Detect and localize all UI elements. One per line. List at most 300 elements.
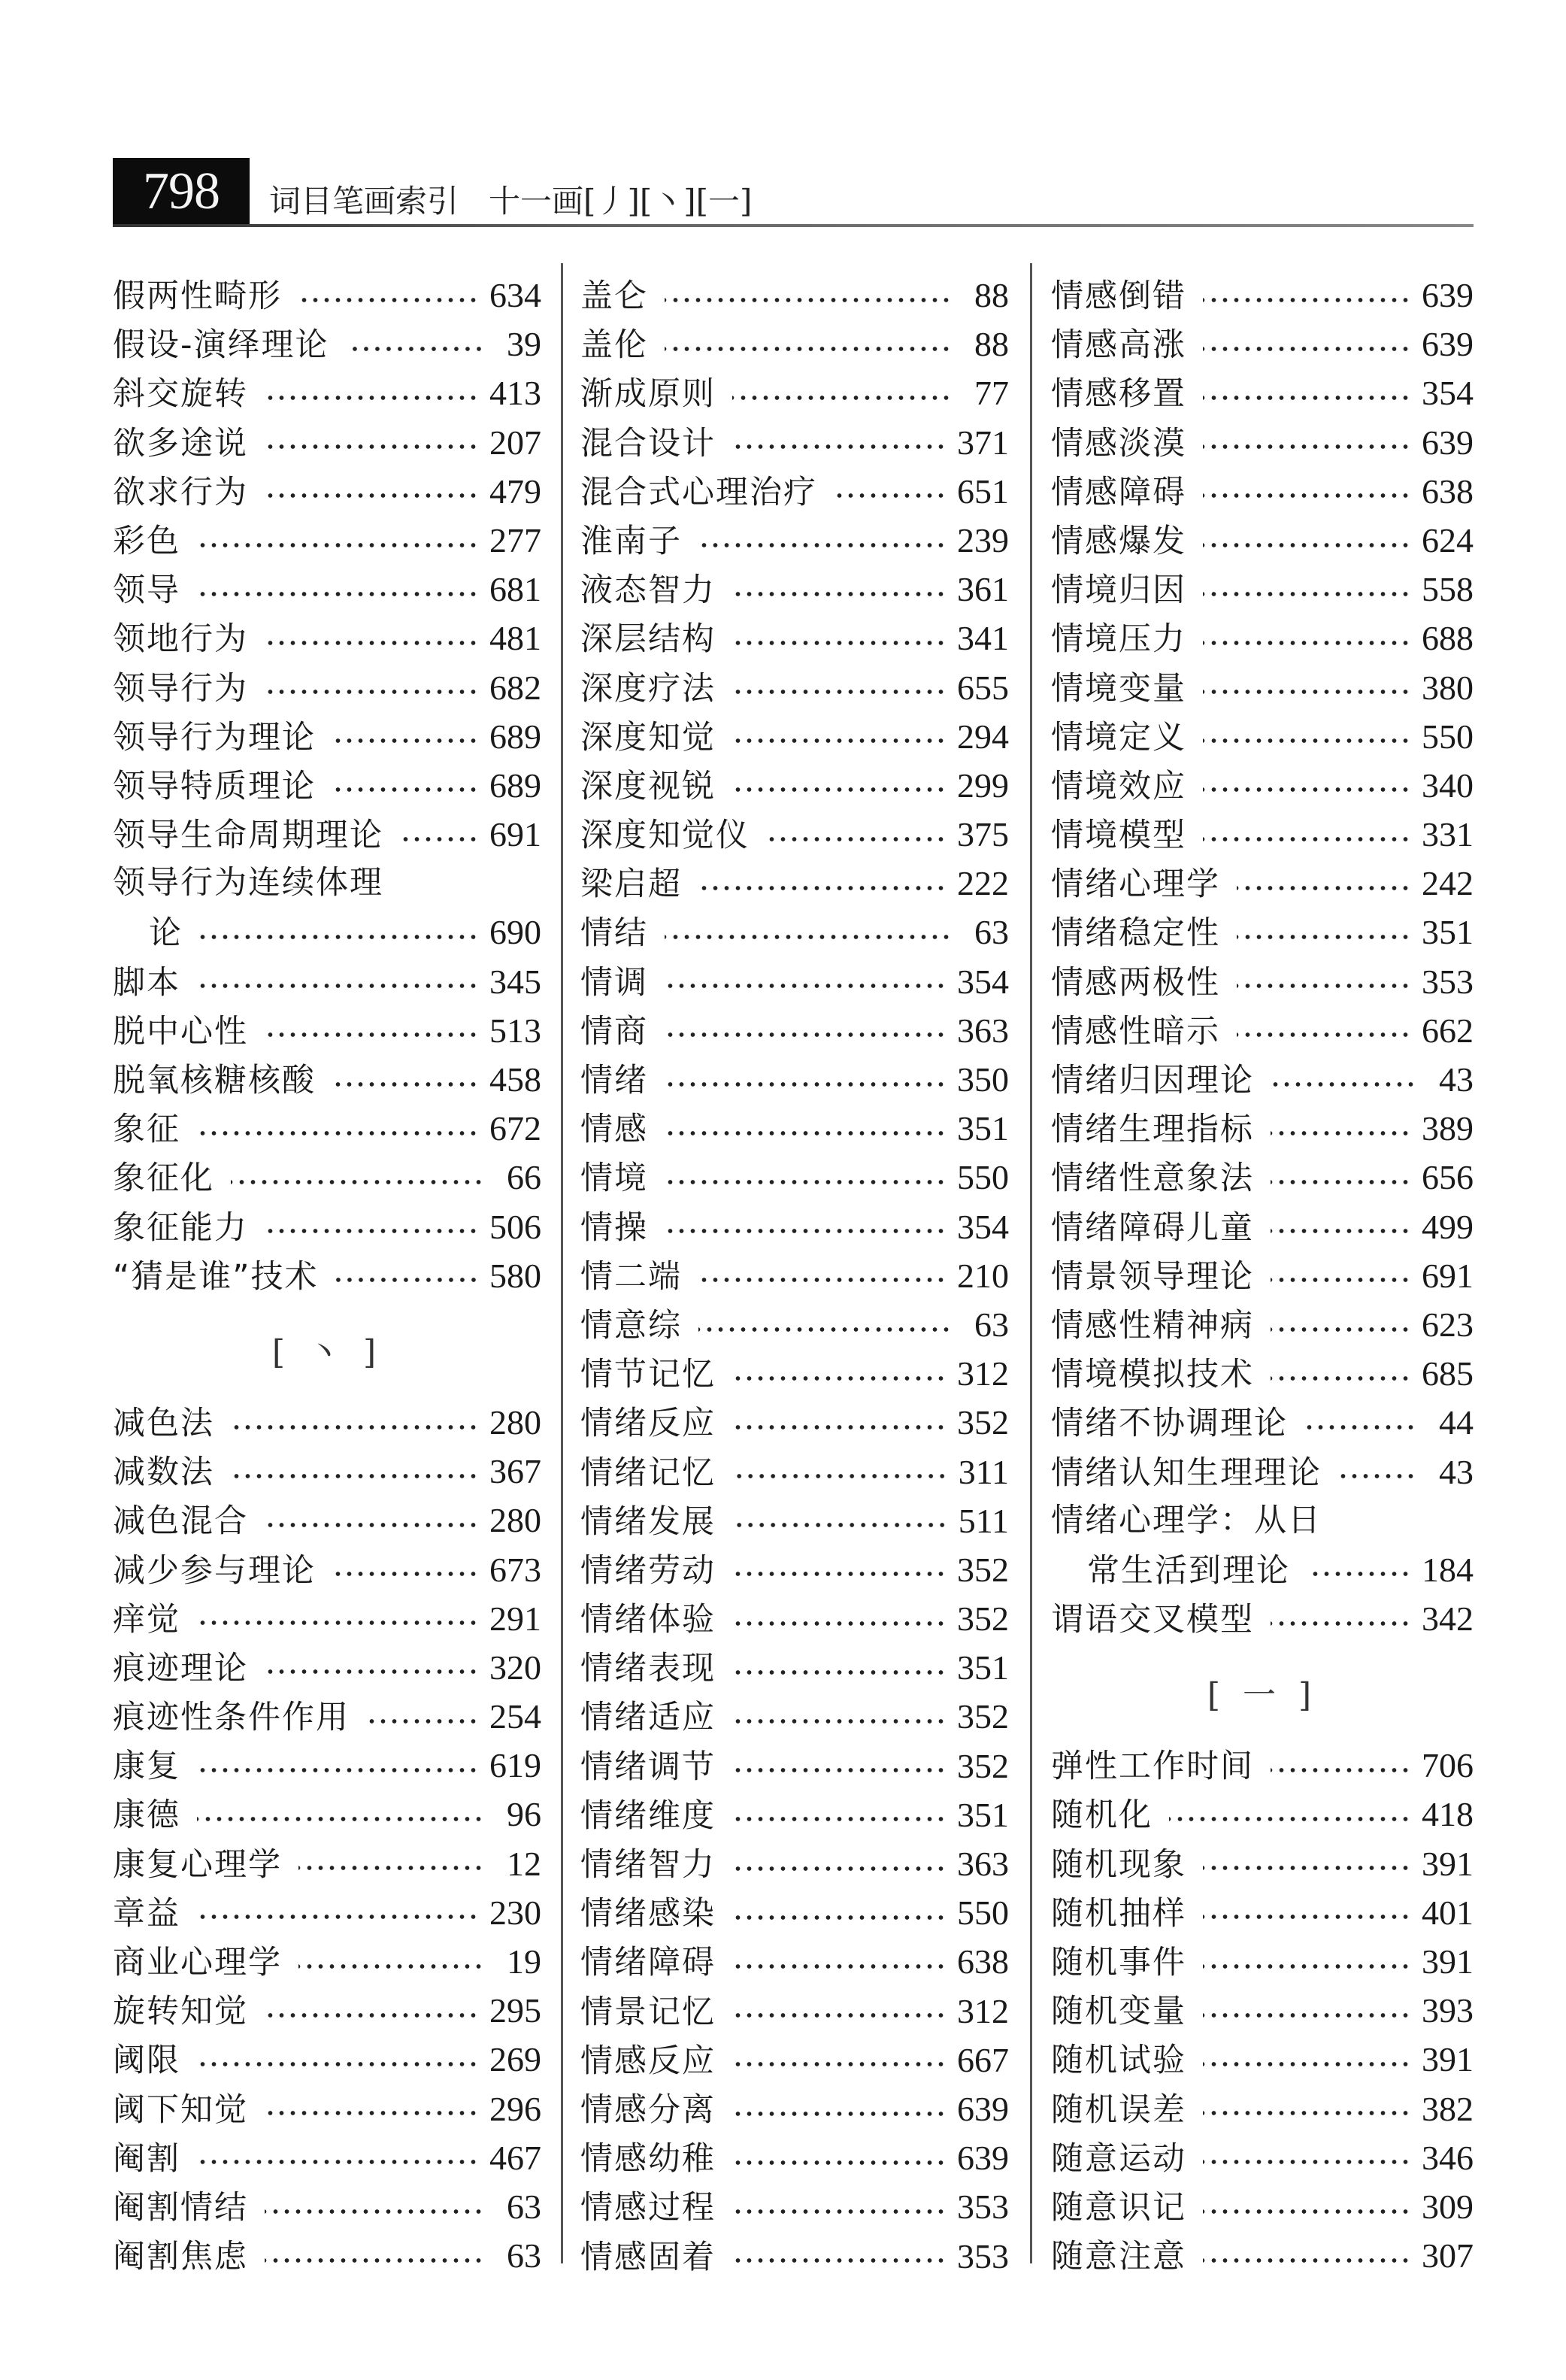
index-entry[interactable]: [1051, 1741, 1474, 1790]
entry-term: 情境变量: [1051, 669, 1186, 708]
index-entry[interactable]: [580, 1594, 1009, 1643]
index-entry[interactable]: [113, 2133, 541, 2182]
index-entry[interactable]: [1051, 271, 1474, 320]
entry-term: 情绪调节: [580, 1748, 716, 1786]
entry-term: 随机抽样: [1051, 1894, 1186, 1933]
index-entry[interactable]: [1051, 1300, 1474, 1349]
entry-page-number: 639: [1422, 325, 1474, 364]
index-entry[interactable]: [1051, 1349, 1474, 1398]
index-entry[interactable]: [113, 1398, 541, 1447]
index-entry[interactable]: [580, 2084, 1009, 2133]
index-entry[interactable]: [580, 565, 1009, 614]
dot-leader: [665, 1178, 947, 1186]
index-entry[interactable]: [1051, 761, 1474, 810]
dot-leader: [1203, 688, 1411, 696]
index-entry[interactable]: [580, 1692, 1009, 1741]
index-entry[interactable]: [580, 467, 1009, 516]
entry-page-number: 401: [1422, 1893, 1474, 1932]
index-entry[interactable]: [1051, 1398, 1474, 1447]
index-entry[interactable]: [580, 957, 1009, 1006]
entry-term: 旋转知觉: [113, 1993, 248, 2031]
entry-page-number: 638: [1422, 471, 1474, 511]
index-entry[interactable]: [1051, 1986, 1474, 2035]
dot-leader: [1203, 2158, 1411, 2166]
index-entry[interactable]: [1051, 614, 1474, 662]
entry-term: 彩色: [113, 522, 180, 560]
dot-leader: [298, 1963, 484, 1970]
index-entry[interactable]: [113, 1594, 541, 1643]
entry-term: 情感移置: [1051, 375, 1186, 414]
dot-leader: [1271, 1178, 1411, 1186]
index-entry[interactable]: [1051, 2084, 1474, 2133]
entry-term: 情感过程: [580, 2189, 716, 2227]
dot-leader: [197, 2158, 479, 2166]
index-entry[interactable]: [580, 1496, 1009, 1545]
index-entry[interactable]: [113, 1888, 541, 1937]
index-entry[interactable]: [113, 810, 541, 859]
entry-page-number: 352: [957, 1697, 1009, 1736]
index-entry[interactable]: [1051, 1496, 1474, 1545]
index-entry[interactable]: [1051, 810, 1474, 859]
entry-page-number: 662: [1422, 1011, 1474, 1050]
entry-term: 情二端: [580, 1257, 682, 1296]
dot-leader: [197, 982, 479, 990]
entry-term: 情感高涨: [1051, 326, 1186, 365]
dot-leader: [665, 933, 952, 941]
index-entry[interactable]: [580, 1251, 1009, 1300]
index-entry[interactable]: [1051, 1888, 1474, 1937]
entry-page-number: 391: [1422, 1942, 1474, 1981]
entry-page-number: 294: [957, 717, 1009, 756]
index-entry[interactable]: [580, 1202, 1009, 1251]
index-entry[interactable]: [113, 1790, 541, 1839]
dot-leader: [1338, 1472, 1416, 1480]
index-entry[interactable]: [580, 712, 1009, 761]
entry-term: 随机事件: [1051, 1944, 1186, 1981]
index-entry[interactable]: [580, 1153, 1009, 1202]
entry-page-number: 184: [1422, 1550, 1474, 1589]
index-entry[interactable]: [1051, 1202, 1474, 1251]
entry-page-number: 672: [489, 1109, 541, 1148]
dot-leader: [332, 1570, 479, 1578]
entry-page-number: 239: [957, 520, 1009, 559]
entry-term: 情绪适应: [580, 1699, 716, 1737]
index-entry[interactable]: [1051, 2182, 1474, 2231]
index-entry[interactable]: [113, 957, 541, 1006]
index-entry[interactable]: [113, 908, 541, 957]
index-entry[interactable]: [113, 2035, 541, 2084]
entry-page-number: 254: [489, 1697, 541, 1736]
entry-page-number: 639: [1422, 423, 1474, 462]
entry-term: 情结: [580, 914, 648, 953]
index-entry[interactable]: [1051, 859, 1474, 908]
index-entry[interactable]: [580, 418, 1009, 467]
entry-page-number: 371: [957, 423, 1009, 462]
dot-leader: [265, 394, 479, 402]
index-entry[interactable]: [113, 1202, 541, 1251]
index-entry[interactable]: [580, 2036, 1009, 2084]
dot-leader: [732, 590, 947, 598]
entry-page-number: 341: [957, 619, 1009, 658]
index-entry[interactable]: [580, 1643, 1009, 1692]
dot-leader: [1271, 1375, 1411, 1382]
entry-term: 情绪智力: [580, 1846, 716, 1884]
entry-page-number: 354: [1422, 374, 1474, 413]
entry-term: 情绪障碍: [580, 1944, 716, 1982]
dot-leader: [265, 1031, 479, 1038]
index-entry[interactable]: [1051, 1104, 1474, 1153]
index-entry[interactable]: [580, 271, 1009, 320]
dot-leader: [1203, 492, 1411, 499]
entry-term: 随意识记: [1051, 2188, 1186, 2227]
index-entry[interactable]: [1051, 565, 1474, 614]
entry-page-number: 363: [957, 1845, 1009, 1883]
index-entry[interactable]: [1051, 1251, 1474, 1300]
dot-leader: [1203, 2060, 1411, 2068]
entry-term: 随意注意: [1051, 2238, 1186, 2276]
dot-leader: [197, 541, 479, 549]
entry-term: 梁启超: [580, 866, 682, 904]
index-entry[interactable]: [1051, 1839, 1474, 1888]
index-entry[interactable]: [580, 1349, 1009, 1398]
dot-leader: [732, 688, 947, 696]
entry-page-number: 39: [507, 325, 541, 364]
index-entry[interactable]: [580, 2133, 1009, 2182]
index-entry[interactable]: [113, 2182, 541, 2231]
entry-term: 情绪归因理论: [1051, 1062, 1254, 1099]
entry-page-number: 63: [507, 2236, 541, 2275]
dot-leader: [366, 1718, 479, 1725]
entry-page-number: 389: [1422, 1109, 1474, 1148]
index-entry[interactable]: [113, 2084, 541, 2133]
entry-term: 痒觉: [113, 1600, 180, 1639]
entry-page-number: 299: [957, 766, 1009, 805]
entry-term: 康复心理学: [113, 1845, 282, 1884]
index-entry[interactable]: [113, 1741, 541, 1790]
index-entry[interactable]: [113, 712, 541, 761]
entry-term: 常生活到理论: [1087, 1551, 1290, 1590]
entry-page-number: 479: [489, 471, 541, 511]
entry-page-number: 354: [957, 962, 1009, 1001]
index-entry[interactable]: [1051, 516, 1474, 565]
entry-page-number: 558: [1422, 570, 1474, 609]
entry-page-number: 354: [957, 1207, 1009, 1246]
entry-term: 章益: [113, 1894, 180, 1933]
entry-term: 象征: [113, 1111, 180, 1149]
entry-term: 象征化: [113, 1160, 214, 1198]
index-entry[interactable]: [113, 1986, 541, 2035]
dot-leader: [1203, 541, 1411, 549]
index-entry[interactable]: [580, 516, 1009, 565]
index-entry[interactable]: [113, 1643, 541, 1692]
index-entry[interactable]: [1051, 1937, 1474, 1986]
dot-leader: [1237, 982, 1411, 990]
entry-page-number: 63: [507, 2187, 541, 2226]
entry-page-number: 340: [1422, 766, 1474, 805]
entry-page-number: 550: [957, 1893, 1009, 1933]
entry-page-number: 367: [489, 1452, 541, 1491]
entry-term: 情绪性意象法: [1051, 1160, 1254, 1198]
dot-leader: [265, 1668, 479, 1675]
dot-leader: [1271, 1276, 1411, 1284]
index-entry[interactable]: [1051, 2035, 1474, 2084]
index-entry[interactable]: [580, 859, 1009, 908]
dot-leader: [231, 1423, 479, 1431]
index-entry[interactable]: [1051, 1545, 1474, 1594]
index-entry[interactable]: [113, 1006, 541, 1055]
dot-leader: [732, 1669, 947, 1676]
index-entry[interactable]: [113, 2231, 541, 2280]
entry-term: 减色混合: [113, 1502, 248, 1541]
entry-term: 混合式心理治疗: [580, 473, 817, 511]
entry-term: 减色法: [113, 1404, 214, 1442]
entry-page-number: 380: [1422, 668, 1474, 707]
entry-page-number: 363: [957, 1011, 1009, 1050]
entry-page-number: 352: [957, 1403, 1009, 1442]
index-entry[interactable]: [580, 1545, 1009, 1594]
dot-leader: [732, 1472, 948, 1480]
index-entry[interactable]: [1051, 368, 1474, 417]
entry-page-number: 634: [489, 276, 541, 314]
stroke-section-heading: [ 丶 ]: [271, 1332, 383, 1372]
entry-term: 情调: [580, 963, 648, 1002]
index-entry[interactable]: [113, 418, 541, 467]
index-entry[interactable]: [580, 1398, 1009, 1447]
index-entry[interactable]: [1051, 957, 1474, 1006]
entry-term: 情境模拟技术: [1051, 1356, 1254, 1394]
index-entry[interactable]: [113, 565, 541, 614]
entry-term: 欲多途说: [113, 424, 248, 462]
entry-term: 随机化: [1051, 1796, 1153, 1835]
index-entry[interactable]: [113, 859, 541, 908]
dot-leader: [1203, 2257, 1411, 2264]
entry-term: 情绪认知生理理论: [1051, 1454, 1322, 1492]
entry-page-number: 331: [1422, 815, 1474, 854]
index-entry[interactable]: [580, 2182, 1009, 2231]
entry-page-number: 638: [957, 1942, 1009, 1981]
entry-page-number: 44: [1439, 1403, 1474, 1442]
entry-term: 情感性暗示: [1051, 1012, 1220, 1051]
index-entry[interactable]: [1051, 908, 1474, 957]
index-entry[interactable]: [113, 1937, 541, 1986]
index-entry[interactable]: [580, 1742, 1009, 1790]
dot-leader: [732, 1620, 947, 1627]
index-entry[interactable]: [1051, 2231, 1474, 2280]
dot-leader: [332, 786, 479, 793]
index-entry[interactable]: [113, 271, 541, 320]
index-entry[interactable]: [1051, 1055, 1474, 1104]
entry-page-number: 624: [1422, 520, 1474, 559]
index-entry[interactable]: [580, 614, 1009, 662]
entry-page-number: 242: [1422, 864, 1474, 903]
entry-page-number: 418: [1422, 1795, 1474, 1834]
index-entry[interactable]: [580, 810, 1009, 859]
dot-leader: [265, 443, 479, 450]
entry-term: 情感淡漠: [1051, 424, 1186, 462]
index-entry[interactable]: [580, 1104, 1009, 1153]
dot-leader: [732, 443, 947, 450]
index-entry[interactable]: [113, 368, 541, 417]
entry-term: 情境: [580, 1160, 648, 1198]
dot-leader: [732, 737, 947, 744]
dot-leader: [197, 1619, 479, 1627]
dot-leader: [732, 2159, 947, 2166]
index-entry[interactable]: [113, 516, 541, 565]
index-entry[interactable]: [580, 1937, 1009, 1986]
entry-term: 情绪心理学：从日: [1051, 1501, 1322, 1539]
dot-leader: [665, 1031, 947, 1038]
entry-page-number: 352: [957, 1599, 1009, 1639]
entry-term: 谓语交叉模型: [1051, 1601, 1254, 1639]
index-entry[interactable]: [1051, 1448, 1474, 1496]
entry-term: 脱中心性: [113, 1012, 248, 1051]
entry-term: 情绪生理指标: [1051, 1111, 1254, 1149]
index-entry[interactable]: [580, 2232, 1009, 2281]
entry-page-number: 499: [1422, 1207, 1474, 1246]
dot-leader: [732, 1521, 948, 1529]
index-entry[interactable]: [1051, 467, 1474, 516]
dot-leader: [665, 1129, 947, 1137]
index-entry[interactable]: [113, 1496, 541, 1545]
entry-page-number: 513: [489, 1011, 541, 1050]
entry-page-number: 682: [489, 668, 541, 707]
index-entry[interactable]: [580, 761, 1009, 810]
entry-page-number: 382: [1422, 2089, 1474, 2128]
entry-term: 情感倒错: [1051, 277, 1186, 315]
dot-leader: [1203, 2012, 1411, 2019]
index-entry[interactable]: [113, 663, 541, 712]
dot-leader: [197, 1129, 479, 1137]
entry-term: 领导行为: [113, 669, 248, 708]
index-entry[interactable]: [1051, 712, 1474, 761]
index-entry[interactable]: [580, 663, 1009, 712]
dot-leader: [1203, 1864, 1411, 1872]
index-entry[interactable]: [580, 1448, 1009, 1496]
entry-term: 情绪记忆: [580, 1454, 716, 1492]
index-column-2: [580, 271, 1009, 2276]
index-entry[interactable]: [113, 467, 541, 516]
index-entry[interactable]: [580, 368, 1009, 417]
index-entry[interactable]: [1051, 418, 1474, 467]
entry-page-number: 280: [489, 1501, 541, 1540]
index-entry[interactable]: [113, 761, 541, 810]
dot-leader: [732, 639, 947, 647]
index-entry[interactable]: [113, 1104, 541, 1153]
dot-leader: [1203, 1913, 1411, 1921]
index-entry[interactable]: [1051, 663, 1474, 712]
entry-term: 情境效应: [1051, 767, 1186, 805]
index-entry[interactable]: [580, 1055, 1009, 1104]
entry-page-number: 506: [489, 1207, 541, 1246]
index-entry[interactable]: [580, 1987, 1009, 2036]
dot-leader: [732, 2208, 947, 2215]
entry-term: 领地行为: [113, 620, 248, 659]
index-entry[interactable]: [580, 320, 1009, 368]
index-entry[interactable]: [1051, 320, 1474, 368]
entry-term: 随意运动: [1051, 2139, 1186, 2178]
dot-leader: [346, 345, 484, 353]
entry-page-number: 307: [1422, 2236, 1474, 2275]
entry-page-number: 550: [1422, 717, 1474, 756]
dot-leader: [400, 835, 479, 843]
entry-term: 康德: [113, 1796, 180, 1835]
index-entry[interactable]: [580, 1888, 1009, 1937]
dot-leader: [1203, 296, 1411, 304]
dot-leader: [1203, 394, 1411, 402]
entry-term: 减少参与理论: [113, 1551, 316, 1590]
index-entry[interactable]: [113, 1251, 541, 1300]
entry-page-number: 320: [489, 1648, 541, 1687]
dot-leader: [1237, 884, 1411, 892]
entry-term: “猜是谁”技术: [113, 1257, 319, 1296]
dot-leader: [1271, 1326, 1411, 1333]
entry-page-number: 222: [957, 864, 1009, 903]
entry-term: 脚本: [113, 963, 180, 1002]
index-entry[interactable]: [580, 908, 1009, 957]
entry-term: 情境定义: [1051, 718, 1186, 756]
entry-page-number: 277: [489, 520, 541, 559]
entry-term: 康复: [113, 1748, 180, 1786]
entry-term: 随机现象: [1051, 1845, 1186, 1884]
index-entry[interactable]: [1051, 1790, 1474, 1839]
index-entry[interactable]: [113, 614, 541, 662]
dot-leader: [197, 1766, 479, 1774]
entry-term: 情绪稳定性: [1051, 914, 1220, 953]
index-entry[interactable]: [1051, 1153, 1474, 1202]
dot-leader: [698, 1326, 952, 1333]
entry-page-number: 351: [957, 1648, 1009, 1687]
dot-leader: [265, 2012, 479, 2019]
index-entry[interactable]: [113, 1545, 541, 1594]
index-entry[interactable]: [580, 1300, 1009, 1349]
entry-page-number: 655: [957, 668, 1009, 707]
entry-page-number: 19: [507, 1942, 541, 1981]
entry-term: 情景领导理论: [1051, 1257, 1254, 1296]
dot-leader: [1203, 786, 1411, 793]
index-entry[interactable]: [1051, 1006, 1474, 1055]
entry-term: 情感反应: [580, 2042, 716, 2080]
index-entry[interactable]: [113, 320, 541, 368]
entry-page-number: 691: [1422, 1256, 1474, 1295]
dot-leader: [335, 1276, 479, 1284]
index-entry[interactable]: [113, 1839, 541, 1888]
index-entry[interactable]: [113, 1692, 541, 1741]
index-entry[interactable]: [113, 1153, 541, 1202]
index-entry[interactable]: [580, 1790, 1009, 1839]
entry-page-number: 351: [957, 1109, 1009, 1148]
index-entry[interactable]: [580, 1006, 1009, 1055]
index-entry[interactable]: [1051, 1594, 1474, 1643]
index-entry[interactable]: [113, 1447, 541, 1496]
entry-term: 情感障碍: [1051, 473, 1186, 511]
entry-term: 盖仑: [580, 277, 648, 315]
entry-term: 欲求行为: [113, 473, 248, 511]
dot-leader: [332, 1081, 479, 1088]
dot-leader: [732, 2257, 947, 2264]
index-entry[interactable]: [113, 1055, 541, 1104]
entry-page-number: 352: [957, 1550, 1009, 1589]
entry-term: 情绪感染: [580, 1895, 716, 1933]
index-entry[interactable]: [1051, 2133, 1474, 2182]
dot-leader: [265, 1521, 479, 1529]
dot-leader: [231, 1472, 479, 1480]
entry-page-number: 689: [489, 766, 541, 805]
entry-page-number: 311: [958, 1452, 1009, 1491]
entry-page-number: 66: [507, 1158, 541, 1197]
index-entry[interactable]: [580, 1839, 1009, 1888]
entry-term: 深层结构: [580, 620, 716, 659]
dot-leader: [265, 1227, 479, 1235]
